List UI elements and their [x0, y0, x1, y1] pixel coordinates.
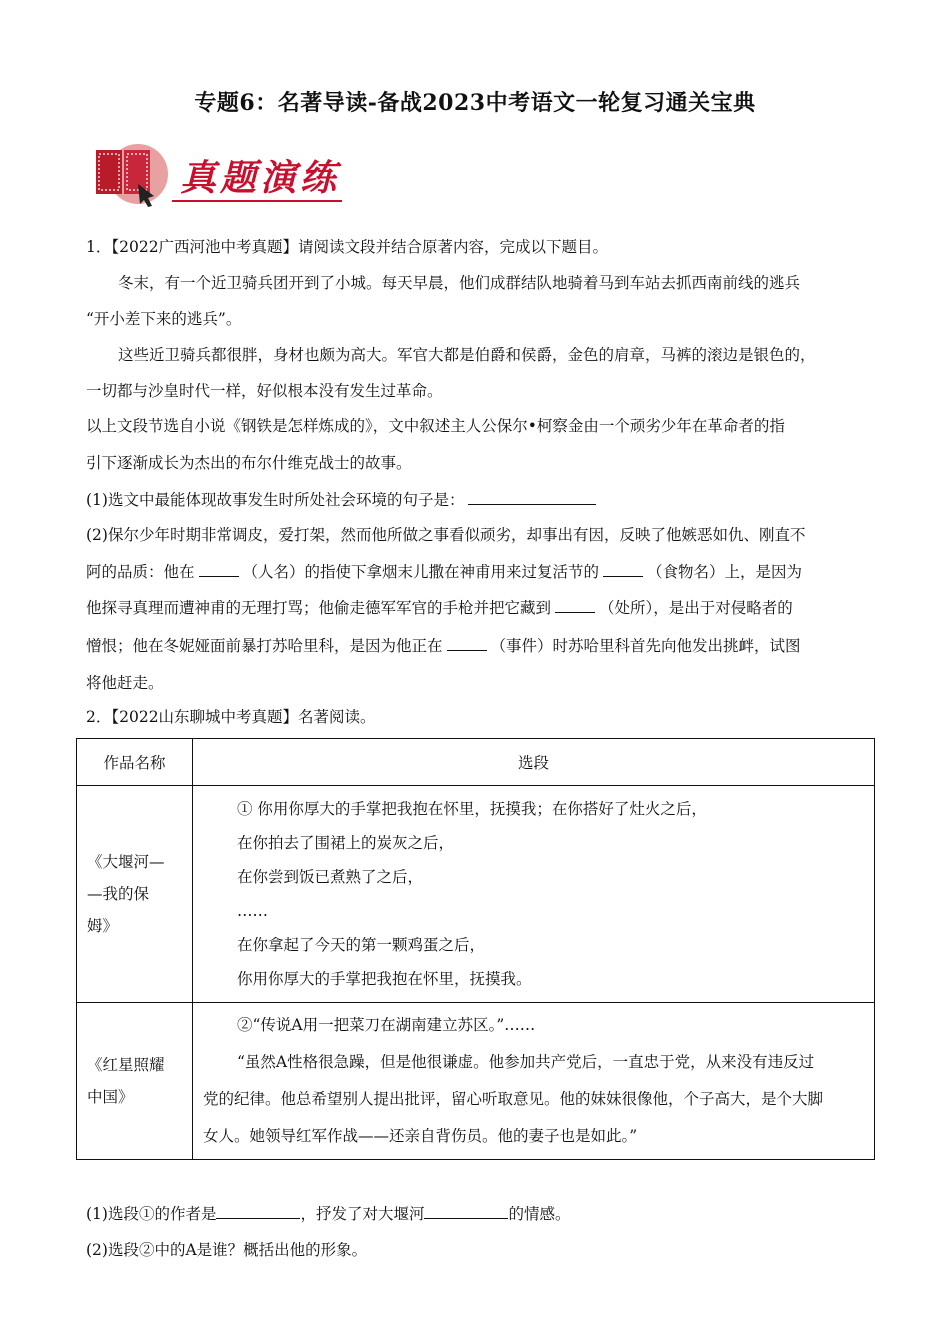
table-row — [77, 1003, 875, 1160]
q1-sub2-line — [86, 562, 802, 582]
q1-sub2-line — [86, 598, 793, 618]
q1-passage-line: 这些近卫骑兵都很胖，身材也颇为高大。军官大都是伯爵和侯爵，金色的肩章，马裤的滚边是银色的， — [118, 346, 816, 364]
q2-sub2: (2)选段②中的A是谁？概括出他的形象。 — [86, 1241, 368, 1259]
answer-blank[interactable] — [468, 490, 596, 505]
excerpt-line: …… — [237, 902, 268, 920]
work-name-line: 姆》 — [87, 917, 119, 935]
work-name-cell — [77, 786, 193, 1003]
q2-sub1-text: 的情感。 — [508, 1205, 571, 1223]
q1-sub2-line: (2)保尔少年时期非常调皮，爱打架，然而他所做之事看似顽劣，却事出有因，反映了他嫉恶如仇、刚直不 — [86, 526, 806, 544]
q1-sub2-text: 他探寻真理而遭神甫的无理打骂；他偷走德军军官的手枪并把它藏到 — [86, 599, 552, 617]
q1-passage-line: 冬末，有一个近卫骑兵团开到了小城。每天早晨，他们成群结队地骑着马到车站去抓西南前线的逃兵 — [118, 274, 801, 292]
q1-sub2-text: （事件）时苏哈里科首先向他发出挑衅，试图 — [490, 637, 801, 655]
col-header-work: 作品名称 — [77, 739, 193, 786]
q1-sub2-line — [86, 636, 801, 656]
q1-sub2-text: （处所），是出于对侵略者的 — [599, 599, 793, 617]
answer-blank[interactable] — [555, 598, 595, 613]
banner-underline — [172, 200, 342, 202]
book-icon — [88, 140, 168, 210]
q1-intro-line: 以上文段节选自小说《钢铁是怎样炼成的》，文中叙述主人公保尔•柯察金由一个顽劣少年在革命者的指 — [86, 417, 785, 435]
work-name-line: 中国》 — [87, 1088, 134, 1106]
q1-sub2-text: （食物名）上，是因为 — [647, 563, 803, 581]
q1-sub2-text: （人名）的指使下拿烟末儿撒在神甫用来过复活节的 — [242, 563, 600, 581]
col-header-excerpt: 选段 — [193, 739, 875, 786]
excerpt-cell — [193, 786, 875, 1003]
q2-sub1-text: ，抒发了对大堰河 — [300, 1205, 425, 1223]
excerpt-cell — [193, 1003, 875, 1160]
q2-sub1-text: (1)选段①的作者是 — [86, 1205, 217, 1223]
q1-passage-line: 一切都与沙皇时代一样，好似根本没有发生过革命。 — [86, 382, 443, 400]
excerpt-line: “虽然A性格很急躁，但是他很谦虚。他参加共产党后，一直忠于党，从来没有违反过 — [237, 1053, 815, 1071]
q1-intro-line: 引下逐渐成长为杰出的布尔什维克战士的故事。 — [86, 454, 412, 472]
answer-blank[interactable] — [603, 562, 643, 577]
page-title: 专题6：名著导读-备战2023中考语文一轮复习通关宝典 — [194, 90, 756, 116]
excerpt-line: 你用你厚大的手掌把我抱在怀里，抚摸我。 — [237, 970, 532, 988]
table-row — [77, 786, 875, 1003]
q2-heading: 2．【2022山东聊城中考真题】名著阅读。 — [86, 708, 376, 726]
answer-blank[interactable] — [447, 636, 487, 651]
excerpt-line: ① 你用你厚大的手掌把我抱在怀里，抚摸我；在你搭好了灶火之后， — [237, 800, 707, 818]
excerpt-line: 在你尝到饭已煮熟了之后， — [237, 868, 424, 886]
work-name-cell — [77, 1003, 193, 1160]
q1-sub2-text: 阿的品质：他在 — [86, 563, 195, 581]
banner-title: 真题演练 — [180, 157, 341, 199]
answer-blank[interactable] — [216, 1204, 300, 1219]
excerpt-line: ②“传说A用一把菜刀在湖南建立苏区。”…… — [237, 1016, 536, 1034]
q1-sub1-text: (1)选文中最能体现故事发生时所处社会环境的句子是： — [86, 491, 465, 509]
q1-sub2-line: 将他赶走。 — [86, 674, 164, 692]
q1-passage-line: “开小差下来的逃兵”。 — [86, 310, 242, 328]
excerpt-line: 在你拍去了围裙上的炭灰之后， — [237, 834, 455, 852]
excerpt-line: 党的纪律。他总希望别人提出批评，留心听取意见。他的妹妹很像他，个子高大，是个大脚 — [203, 1090, 824, 1108]
answer-blank[interactable] — [424, 1204, 508, 1219]
q1-heading: 1．【2022广西河池中考真题】请阅读文段并结合原著内容，完成以下题目。 — [86, 238, 609, 256]
answer-blank[interactable] — [199, 562, 239, 577]
excerpt-line: 女人。她领导红军作战——还亲自背伤员。他的妻子也是如此。” — [203, 1127, 638, 1145]
table-header-row — [77, 739, 875, 786]
work-name-line: —我的保 — [87, 885, 150, 903]
q2-sub1 — [86, 1204, 571, 1224]
works-table — [76, 738, 875, 1160]
q1-sub1 — [86, 490, 600, 510]
work-name-line: 《大堰河— — [87, 853, 165, 871]
work-name-line: 《红星照耀 — [87, 1056, 165, 1074]
q1-sub2-text: 憎恨；他在冬妮娅面前暴打苏哈里科，是因为他正在 — [86, 637, 443, 655]
section-banner — [88, 140, 348, 210]
excerpt-line: 在你拿起了今天的第一颗鸡蛋之后， — [237, 936, 486, 954]
